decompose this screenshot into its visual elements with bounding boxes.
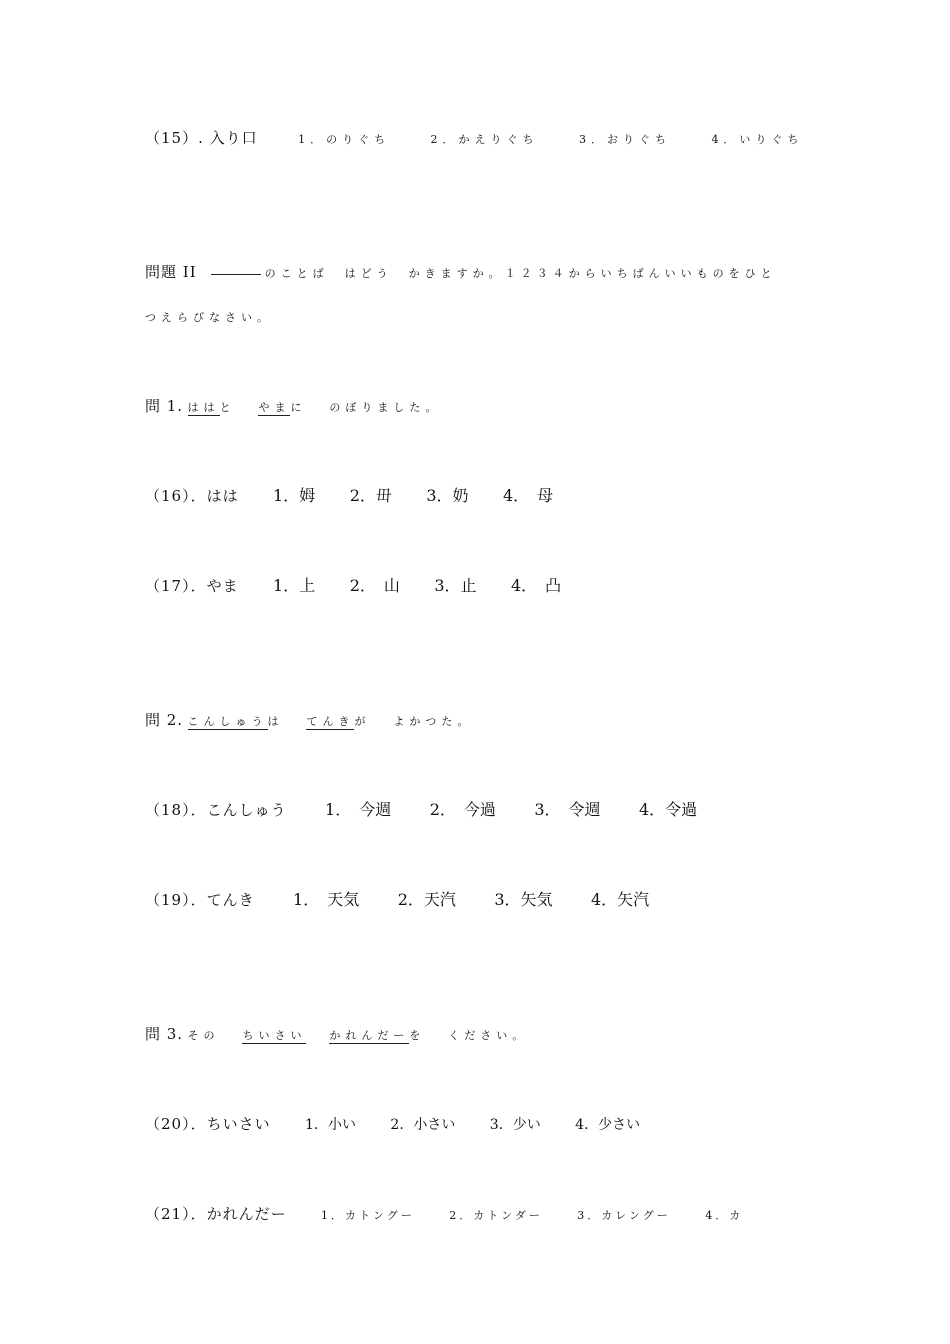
question-18-option-4: 4．令過 [638,800,698,819]
question-17-option-3: 3．止 [434,576,477,595]
question-15 [145,128,803,150]
mondai-2-particle-2: が [354,715,371,728]
mondai-3-particle: を [409,1029,426,1042]
mondai-1-sentence [145,396,441,418]
mondai-1-rest: のぼりました。 [329,401,442,414]
question-20-option-3: 3．少い [489,1117,541,1133]
question-21 [145,1204,743,1226]
mondai-3-sentence [145,1024,528,1046]
section-2-instruction-line-2: つえらびなさい。 [145,311,273,324]
question-20-option-2: 2．小さい [390,1117,456,1133]
question-18 [145,800,697,821]
question-19-option-3: 3．矢気 [494,890,553,909]
question-16-option-4: 4． 母 [502,486,554,505]
mondai-1-underlined-word-1: はは [187,401,220,414]
question-19 [145,890,649,911]
mondai-1-label: 問 1. [145,397,184,415]
question-20 [145,1114,640,1135]
question-21-option-4: 4．カ [705,1209,744,1222]
mondai-2-rest: よかつた。 [393,715,474,728]
mondai-3-prefix: その [187,1029,220,1042]
mondai-1-particle-2: に [290,401,307,414]
question-15-option-4: 4．いりぐち [711,133,804,146]
question-16 [145,486,553,507]
question-19-label: （19）．てんき [145,891,255,909]
mondai-2-underlined-word-2: てんき [306,715,355,728]
question-17-option-2: 2． 山 [349,576,400,595]
mondai-2-underlined-word-1: こんしゅう [187,715,268,728]
section-2-heading: 問題 II [145,263,197,281]
question-19-option-1: 1． 天気 [293,890,360,909]
question-16-option-3: 3．奶 [426,486,469,505]
question-18-option-3: 3． 令週 [534,800,601,819]
question-21-label: （21）．かれんだー [145,1205,287,1223]
question-19-option-4: 4．矢汽 [590,890,650,909]
mondai-2-particle-1: は [267,715,284,728]
section-2-instruction-line-1: のことば はどう かきますか。１２３４からいちばんいいものをひと [264,267,777,280]
question-21-option-3: 3．カレングー [577,1209,671,1222]
mondai-3-label: 問 3. [145,1025,184,1043]
question-20-option-1: 1．小い [305,1117,356,1133]
question-17-option-1: 1．上 [273,576,316,595]
answer-blank [211,274,261,275]
mondai-3-rest: ください。 [448,1029,529,1042]
question-18-option-2: 2． 今過 [429,800,496,819]
question-21-option-1: 1．カトングー [321,1209,415,1222]
mondai-3-underlined-word-1: ちいさい [242,1029,307,1042]
question-15-option-1: 1．のりぐち [298,133,391,146]
question-19-option-2: 2．天汽 [397,890,456,909]
question-20-label: （20）．ちいさい [145,1115,271,1133]
mondai-1-particle-1: と [219,401,236,414]
mondai-1-underlined-word-2: やま [258,401,291,414]
question-17-option-4: 4． 凸 [510,576,562,595]
question-21-option-2: 2．カトンダー [449,1209,543,1222]
question-20-option-4: 4．少さい [575,1117,641,1133]
question-17-label: （17）．やま [145,577,239,595]
question-15-option-2: 2．かえりぐち [430,133,539,146]
mondai-2-label: 問 2. [145,711,184,729]
mondai-3-underlined-word-2: かれんだー [329,1029,410,1042]
question-18-label: （18）．こんしゅう [145,801,287,819]
mondai-2-sentence [145,710,473,732]
question-17 [145,576,561,597]
question-15-option-3: 3．おりぐち [578,133,671,146]
question-16-option-2: 2．毌 [349,486,392,505]
question-15-label: （15）. 入り口 [145,129,258,147]
question-16-label: （16）．はは [145,487,239,505]
question-16-option-1: 1．姆 [273,486,316,505]
question-18-option-1: 1． 今週 [325,800,392,819]
section-2-instruction [145,262,777,284]
